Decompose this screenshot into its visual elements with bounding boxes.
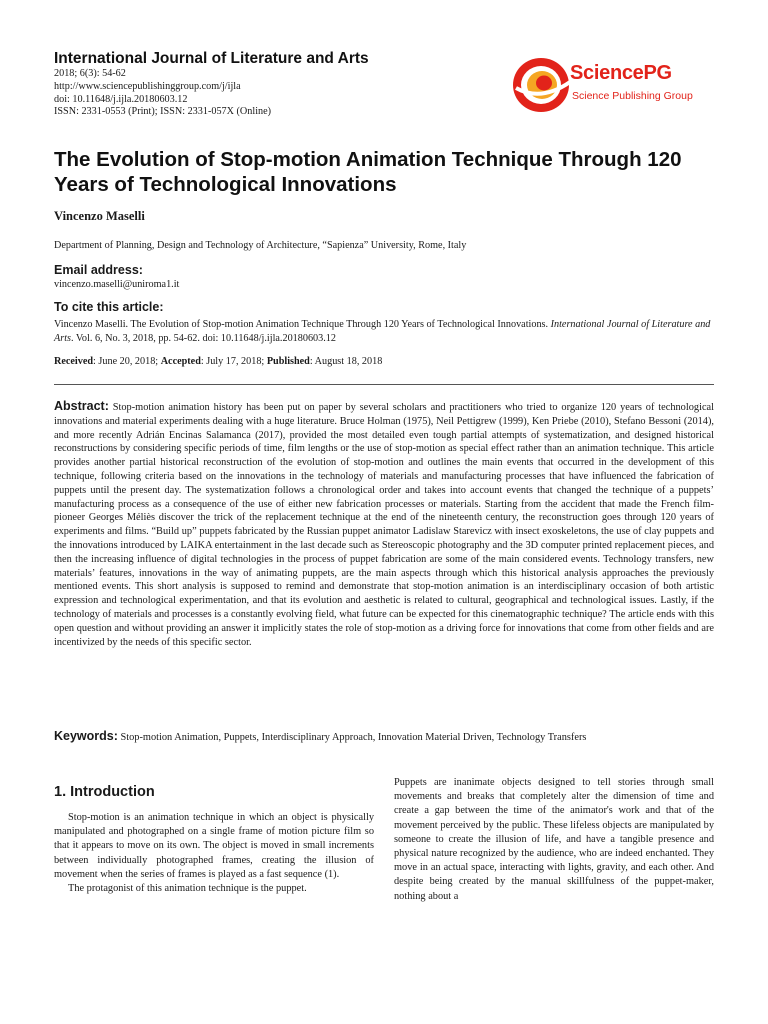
accepted-label: Accepted xyxy=(160,356,201,367)
intro-paragraph-2: The protagonist of this animation technique is the puppet. xyxy=(68,883,307,895)
citation-plain: Vincenzo Maselli. The Evolution of Stop-motion Animation Technique Through 120 Years of Technological Innovations. xyxy=(54,319,551,330)
body-column-right xyxy=(394,776,714,904)
author-name: Vincenzo Maselli xyxy=(54,209,145,223)
sciencepg-logo xyxy=(508,52,708,118)
keywords-label: Keywords: xyxy=(54,729,118,743)
journal-url[interactable]: http://www.sciencepublishinggroup.com/j/ijla xyxy=(54,80,241,92)
author-affiliation: Department of Planning, Design and Technology of Architecture, “Sapienza” University, Rome, Italy xyxy=(54,240,467,251)
volume-info: 2018; 6(3): 54-62 xyxy=(54,68,126,79)
received-date: : June 20, 2018; xyxy=(93,356,161,367)
published-label: Published xyxy=(266,356,310,367)
abstract-text: Stop-motion animation history has been put on paper by several scholars and practitioners who tried to organize 120 years of technological innovations and material experiments dealing with a huge literature. Bruce Holman (1975), Neil Pettigrew (1999), Ken Priebe (2010), Stefano Bessoni (2014), and more recently Adrián Encinas Salamanca (2017), provided the most detailed even tough partial attempts of systematization, and designed historical reconstructions by considering specific periods of time, film lengths or the use of stop-motion as special effect rather than an animation technique. This article provides another partial historical reconstruction of the evolution of stop-motion and outlines the main events that occurred in the development of this technique, following criteria based on the innovations in the technology of materials and manufacturing processes that have influenced the fabrication of puppets until the present day. The systematization follows a chronological order and takes into account events that changed the technique of a puppets’ manufacturing process as a consequence of the use of either new fabrication processes or materials. Starting from the accident that made the French film-pioneer Georges Méliès discover the trick of the replacement technique at the end of the nineteenth century, the reconstruction goes through 120 years of experiments and films. “Build up” puppets fabricated by the Russian puppet animator Ladislaw Starevicz with insect exoskeletons, the use of clay puppets and the innovations introduced by LAIKA entertainment in the last decade such as Stereoscopic photography and the 3D computer printed replacement pieces, and then the increasing influence of digital technologies in the process of puppet fabrication are some of the main considered events. Technology transfers, new materials’ features, innovations in the way of animating puppets, are the main aspects through which this historical analysis approaches the previously mentioned events. This short analysis is supposed to remind and demonstrate that stop-motion animation is an interdisciplinary occasion of both artistic expression and technological experimentation, and that its evolution and aesthetic is related to cultural, geographical and technological issues. Lastly, if the technology of materials and processes is a constantly evolving field, what future can be expected for this cinematographic technique? The article ends with this open question and without providing an answer it implicitly states the role of stop-motion as a driving force for innovations that come from other fields and are incentivized by the needs of this specific sector. xyxy=(54,402,714,648)
logo-subtitle: Science Publishing Group xyxy=(572,90,693,102)
section-heading: 1. Introduction xyxy=(54,784,155,800)
email-heading: Email address: xyxy=(54,263,143,277)
published-date: : August 18, 2018 xyxy=(309,356,383,367)
journal-doi: doi: 10.11648/j.ijla.20180603.12 xyxy=(54,93,188,105)
paper-title: The Evolution of Stop-motion Animation Technique Through 120 Years of Technological Innovations xyxy=(54,148,682,196)
journal-title: International Journal of Literature and Arts xyxy=(54,50,369,67)
abstract-label: Abstract: xyxy=(54,399,109,413)
citation-text xyxy=(54,318,714,347)
keywords-text: Stop-motion Animation, Puppets, Interdisciplinary Approach, Innovation Material Driven, Technology Transfers xyxy=(117,732,587,743)
journal-issn: ISSN: 2331-0553 (Print); ISSN: 2331-057X (Online) xyxy=(54,106,272,118)
publication-dates xyxy=(54,356,382,367)
header-divider xyxy=(54,384,714,385)
citation-rest: . Vol. 6, No. 3, 2018, pp. 54-62. doi: 10.11648/j.ijla.20180603.12 xyxy=(70,333,336,345)
author-email[interactable]: vincenzo.maselli@uniroma1.it xyxy=(54,279,180,290)
abstract xyxy=(54,400,714,649)
intro-paragraph-1: Stop-motion is an animation technique in which an object is physically manipulated and photographed on a single frame of motion picture film so that it appears to move on its own. The object is moved in small increments between individually photographed frames, creating the illusion of movement when the series of frames is played as a fast sequence (1). xyxy=(54,812,374,880)
intro-paragraph-3: Puppets are inanimate objects designed to tell stories through small movements and breaks that completely alter the dimension of time and create a gap between the time of the animator's work and that of the movement perceived by the public. These lifeless objects are manipulated by someone to create the illusion of life, and have a tangible presence and physical nature recognized by the audience, who are indeed enchanted. They move in an actual space, interacting with lights, gravity, and each other. And despite being created by the manual skillfulness of the puppet-maker, nothing about a xyxy=(394,777,714,902)
sciencepg-swirl-icon xyxy=(508,52,578,118)
logo-name: SciencePG xyxy=(570,62,672,84)
citation-journal: International Journal of Literature and Arts xyxy=(54,319,711,345)
accepted-date: : July 17, 2018; xyxy=(200,356,267,367)
cite-heading: To cite this article: xyxy=(54,300,164,314)
keywords xyxy=(54,729,724,743)
body-column-left xyxy=(54,784,374,896)
received-label: Received xyxy=(54,356,94,367)
